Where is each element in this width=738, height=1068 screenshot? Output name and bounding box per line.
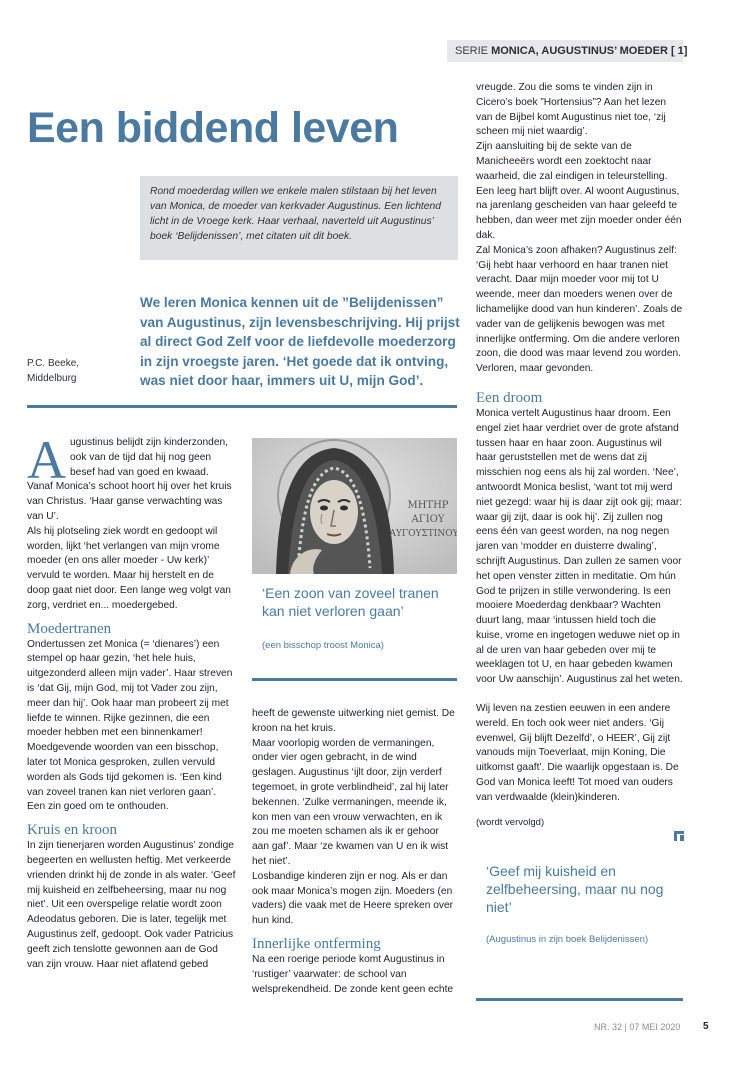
series-prefix: SERIE [455, 45, 492, 57]
col1-paragraph-3: Ondertussen zet Monica (= ‘dienares’) een stempel op haar gezin, ‘het hele huis, uitgezonderd alleen mijn vader’. Haar streven is ‘dat Gij, mijn God, mij tot Vader zou zijn, meer dan hij’. Ook haar man probeert zij met liefde te winnen. Rijke gezinnen, die een moeder hebben met een binnenkamer! Moedgevende woorden van een bisschop, later tot Monica gesproken, zullen vervuld worden als Gods tijd gekomen is. ‘Een kind van zoveel tranen kan niet verloren gaan’. Een zin goed om te onthouden. [27, 638, 233, 813]
column-1 [27, 430, 237, 972]
to-be-continued: (wordt vervolgd) [476, 816, 545, 828]
intro-text: Rond moederdag willen we enkele malen stilstaan bij het leven van Monica, de moeder van kerkvader Augustinus. Een lichtend licht in de Vroege kerk. Haar verhaal, naverteld uit Augustinus’ boek ‘Belijdenissen’, met citaten uit dit boek. [150, 186, 441, 242]
subheading-innerlijke-ontferming: Innerlijke ontferming [252, 935, 381, 952]
monica-icon-illustration [252, 438, 457, 574]
pull-quote-1-text: ‘Een zoon van zoveel tranen kan niet verloren gaan’ [262, 585, 439, 619]
quote-2-divider [476, 998, 683, 1001]
col1-paragraph-4: In zijn tienerjaren worden Augustinus’ zondige begeerten en wellusten heftig. Met verkeerde vrienden drinkt hij de zonde in als water. ‘Geef mij kuisheid en zelfbeheersing, maar nu nog niet’. Uit een overspelige relatie wordt zoon Adeodatus geboren. Die is later, tegelijk met Augustinus zelf, gedoopt. Ook vader Patricius geeft zich tenslotte gewonnen aan de God van zijn vrouw. Haar niet aflatend gebed [27, 840, 236, 970]
pull-quote-2-source: (Augustinus in zijn boek Belijdenissen) [486, 934, 649, 945]
col1-paragraph-2: Als hij plotseling ziek wordt en gedoopt wil worden, lijkt ‘het verlangen van mijn vrome moeder (en ons aller moeder - Uw kerk)’ vervuld te worden. Maar hij herstelt en de doop gaat niet door. Een lange weg volgt van zorg, verdriet en... moedergebed. [27, 525, 231, 611]
subheading-een-droom: Een droom [476, 389, 543, 406]
col2-paragraph-2: Maar voorlopig worden de vermaningen, onder vier ogen gebracht, in de wind geslagen. Augustinus ‘ijlt door, zijn verderf tegemoet, in grote verblindheid’, zal hij later bekennen. ‘Zulke vermaningen, meende ik, kon men van een vrouw verwachten, en ik zou me moeten schamen als ik er gehoor aan gaf’. Maar ‘ze kwamen van U en ik wist het niet’. [252, 737, 449, 867]
page-number: 5 [703, 1021, 709, 1032]
lead-paragraph: We leren Monica kennen uit de ”Belijdenissen” van Augustinus, zijn levensbeschrijving. Hij prijst al direct God Zelf voor de liefdevolle moederzorg in zijn vroegste jaren. ‘Het goede dat ik ontving, was niet door haar, immers uit U, mijn God’. [140, 295, 460, 388]
quote-1-divider [252, 678, 457, 681]
pull-quote-1 [262, 584, 452, 651]
col2-paragraph-4: Na een roerige periode komt Augustinus in ‘rustiger’ vaarwater: de school van welsprekendheid. De zonde kent geen echte [252, 953, 454, 995]
col3-paragraph-3: Zal Monica’s zoon afhaken? Augustinus zelf: ‘Gij hebt haar verhoord en haar tranen niet veracht. Daar mijn moeder voor mij tot U weende, meer dan moeders wenen over de lichamelijke dood van hun kinderen’. Zoals de vader van de gelijkenis bewogen was met innerlijke ontferming. Om die andere verloren zoon, die dood was maar levend zou worden. Verloren, maar gevonden. [476, 244, 683, 375]
author-place: Middelburg [27, 373, 77, 384]
col1-paragraph-1: ugustinus belijdt zijn kinderzonden, ook van de tijd dat hij nog geen besef had van goed en kwaad. Vanaf Monica’s schoot hoort hij over het kruis van Christus. ‘Haar ganse verwachting was van U’. [27, 437, 232, 522]
col3-paragraph-1: vreugde. Zou die soms te vinden zijn in Cicero’s boek ”Hortensius”? Aan het lezen van de Bijbel komt Augustinus niet toe, ‘zij scheen mij niet waardig’. [476, 82, 667, 138]
end-mark-icon [674, 828, 684, 838]
drop-cap: A [27, 430, 66, 490]
col3-paragraph-4: Monica vertelt Augustinus haar droom. Een engel ziet haar verdriet over de grote afstand tussen haar en haar zoon. Augustinus wil haar geruststellen met de wens dat zij misschien nog eens als hij zal worden. ‘Nee’, antwoordt Monica beslist, ‘want tot mij werd niet gezegd: waar hij is daar zijt ook gij; maar: waar gij zijt, daar is ook hij’. Zij zullen nog eens één van geest worden, na nog negen jaren van ‘modder en duisterre dwaling’, schrijft Augustinus. Dan zullen ze samen voor het open venster zitten in meditatie. Om hún God te prijzen in stille verwondering. Is een mooiere Moederdag denkbaar? Wachten duurt lang, maar ‘intussen hield toch die kuise, vrome en ingetogen weduwe niet op in al de uren van haar gebeden over mij te weeklagen tot U, en haar gebeden kwamen voor Uw aanschijn’. Augustinus zal het weten. [476, 407, 683, 686]
monica-icon-image [252, 438, 457, 574]
col2-paragraph-1: heeft de gewenste uitwerking niet gemist. De kroon na het kruis. [252, 708, 455, 734]
subheading-moedertranen: Moedertranen [27, 620, 112, 637]
author-credit [27, 356, 117, 386]
issue-info: NR. 32 | 07 MEI 2020 [594, 1022, 681, 1032]
series-title: MONICA, AUGUSTINUS’ MOEDER [ 1] [491, 45, 688, 57]
inscription-line-2: ΑΓΙΟΥ [411, 514, 445, 525]
article-title: Een biddend leven [27, 104, 399, 152]
header-divider [27, 405, 457, 408]
pull-quote-1-source: (een bisschop troost Monica) [262, 640, 384, 651]
col3-paragraph-2: Zijn aansluiting bij de sekte van de Manicheeërs wordt een zoektocht naar waarheid, die zal eindigen in teleurstelling. Een leeg hart blijft over. Al woont Augustinus, na jarenlang gescheiden van haar geleefd te hebben, dan weer met zijn moeder onder één dak. [476, 141, 682, 241]
series-label [447, 40, 688, 62]
inscription-line-3: ΑΥΓΟΥΣΤΙΝΟΥ [389, 529, 457, 539]
inscription-line-1: ΜΗΤΗΡ [407, 500, 449, 511]
intro-box [140, 176, 458, 260]
subheading-kruis-en-kroon: Kruis en kroon [27, 822, 117, 839]
pull-quote-2 [486, 862, 676, 945]
col2-paragraph-3: Losbandige kinderen zijn er nog. Als er dan ook maar Monica’s mogen zijn. Moeders (en vaders) die vaak met de Heere spreken over hun kind. [252, 870, 454, 927]
author-name: P.C. Beeke, [27, 358, 80, 369]
column-3 [476, 81, 684, 830]
column-2 [252, 707, 457, 997]
pull-quote-2-text: ‘Geef mij kuisheid en zelfbeheersing, maar nu nog niet’ [486, 863, 664, 915]
col3-paragraph-5: Wij leven na zestien eeuwen in een andere wereld. En toch ook weer niet anders. ‘Gij evenwel, Gij blijft Dezelfd’, o HEER’, Gij zijt vanouds mijn Toeverlaat, mijn Koning, Die uitkomst gaaft’. Die waarlijk opgestaan is. De God van Monica leeft! Tot moed van ouders van verdwaalde (klein)kinderen. [476, 703, 679, 803]
